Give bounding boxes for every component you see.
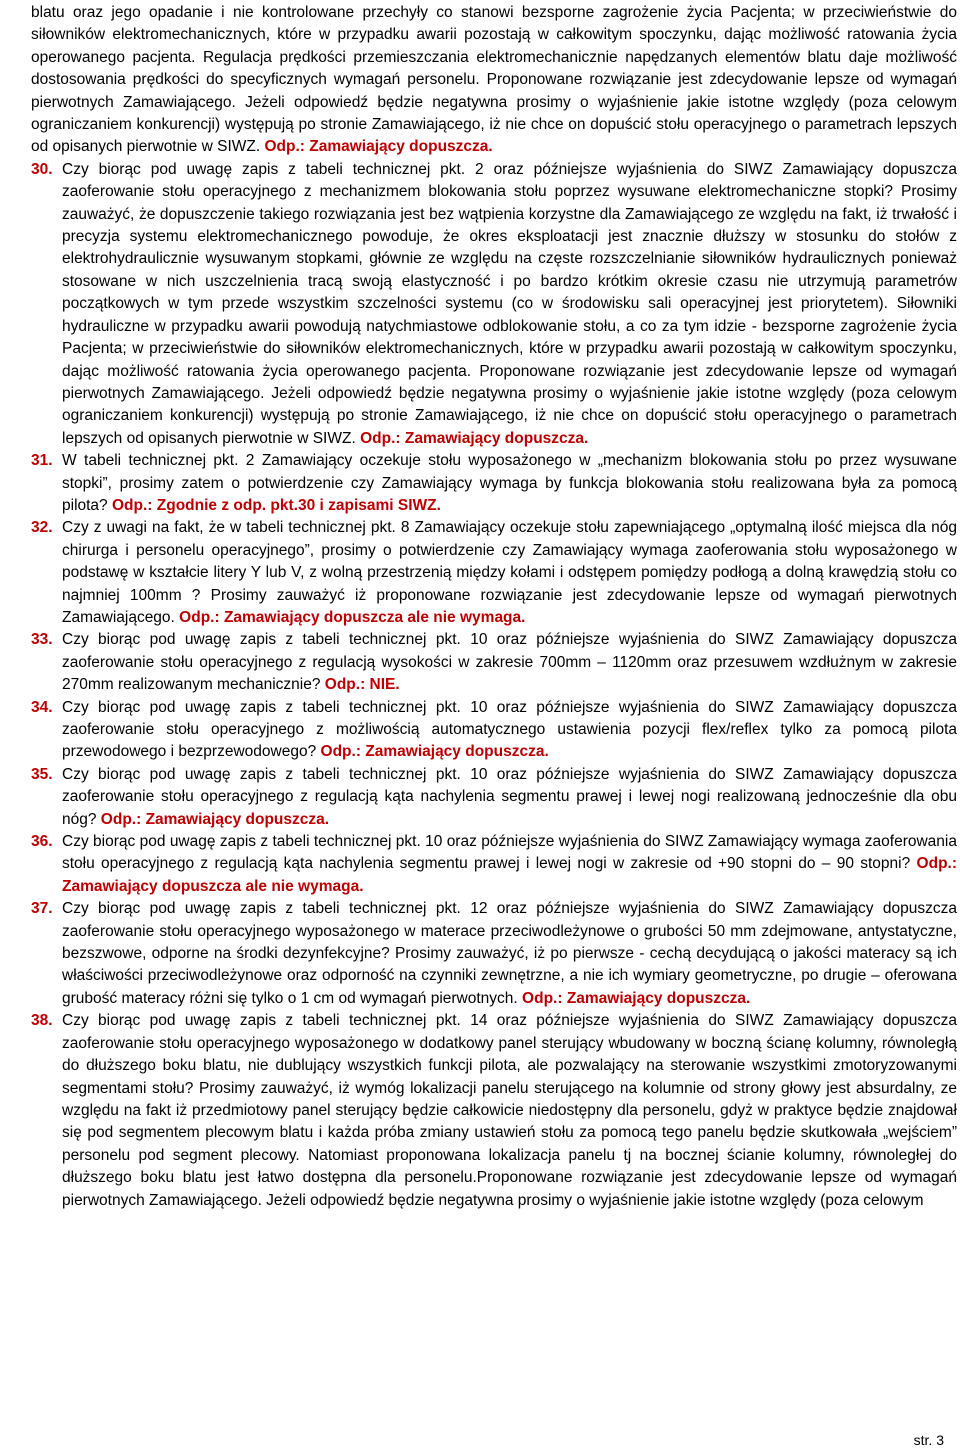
question-list <box>0 159 957 1212</box>
question-text: W tabeli technicznej pkt. 2 Zamawiający oczekuje stołu wyposażonego w „mechanizm blokowania stołu po przez wysuwane stopki”, prosimy zatem o potwierdzenie czy Zamawiający wymaga by funkcja blokowania stołu realizowana była za pomocą pilota? <box>62 452 957 514</box>
question-text: Czy biorąc pod uwagę zapis z tabeli technicznej pkt. 14 oraz późniejsze wyjaśnienia do SIWZ Zamawiający dopuszcza zaoferowanie stołu operacyjnego wyposażonego w dodatkowy panel sterujący wbudowany w boczną ścianę kolumny, równoległą do dłuższego boku blatu, nie dublujący wszystkich funkcji pilota, ale pozwalający na sterowanie wszystkimi zmotoryzowanymi segmentami stołu? Prosimy zauważyć, iż wymóg lokalizacji panelu sterującego na kolumnie od strony głowy jest absurdalny, ze względu na fakt iż przedmiotowy panel sterujący będzie całkowicie niedostępny dla personelu, gdyż w praktyce będzie znajdował się pod segmentem plecowym blatu i każda próba zmiany ustawień stołu za pomocą tego panelu będzie skutkowała „wejściem” personelu pod segment plecowy. Natomiast proponowana lokalizacja panelu tj na bocznej ścianie kolumny, równoległej do dłuższego boku blatu jest łatwo dostępna dla personelu.Proponowane rozwiązanie jest zdecydowanie lepsze od wymagań pierwotnych Zamawiającego. Jeżeli odpowiedź będzie negatywna prosimy o wyjaśnienie jakie istotne względy (poza celowym <box>62 1012 957 1209</box>
question-number: 33. <box>31 631 53 649</box>
question-item <box>31 517 957 629</box>
answer-text: Odp.: NIE. <box>324 676 400 694</box>
answer-text: Odp.: Zgodnie z odp. pkt.30 i zapisami SIWZ. <box>112 496 441 514</box>
answer-text: Odp.: Zamawiający dopuszcza. <box>360 429 589 447</box>
question-number: 32. <box>31 519 53 537</box>
question-number: 34. <box>31 698 53 716</box>
question-number: 31. <box>31 452 53 470</box>
question-text: Czy z uwagi na fakt, że w tabeli technicznej pkt. 8 Zamawiający oczekuje stołu zapewniającego „optymalną ilość miejsca dla nóg chirurga i personelu operacyjnego”, prosimy o potwierdzenie czy Zamawiający wymaga zaoferowania stołu wyposażonego w podstawę w kształcie litery Y lub V, z wolną przestrzenią między kołami i odstępem pomiędzy podłogą a dolną krawędzią stołu co najmniej 100mm ? Prosimy zauważyć iż proponowane rozwiązanie jest zdecydowanie lepsze od wymagań pierwotnych Zamawiającego. <box>62 519 957 626</box>
question-text: Czy biorąc pod uwagę zapis z tabeli technicznej pkt. 10 oraz późniejsze wyjaśnienia do SIWZ Zamawiający dopuszcza zaoferowanie stołu operacyjnego z regulacją wysokości w zakresie 700mm – 1120mm oraz przesuwem wzdłużnym w zakresie 270mm realizowanym mechanicznie? <box>62 631 957 694</box>
question-item <box>31 159 957 450</box>
continuation-paragraph <box>31 2 957 159</box>
question-number: 38. <box>31 1012 53 1030</box>
question-item <box>31 831 957 898</box>
question-number: 35. <box>31 765 53 783</box>
question-text: Czy biorąc pod uwagę zapis z tabeli technicznej pkt. 10 oraz późniejsze wyjaśnienia do SIWZ Zamawiający dopuszcza zaoferowanie stołu operacyjnego z możliwością automatycznego ustawienia pozycji flex/reflex tylko za pomocą pilota przewodowego i bezprzewodowego? <box>62 698 957 761</box>
answer-text: Odp.: Zamawiający dopuszcza. <box>264 138 493 156</box>
answer-text: Odp.: Zamawiający dopuszcza ale nie wymaga. <box>179 608 526 626</box>
question-item <box>31 629 957 696</box>
question-number: 37. <box>31 900 53 918</box>
question-text: Czy biorąc pod uwagę zapis z tabeli technicznej pkt. 10 oraz późniejsze wyjaśnienia do SIWZ Zamawiający wymaga zaoferowania stołu operacyjnego z regulacją kąta nachylenia segmentu prawej i lewej nogi w zakresie od +90 stopni do – 90 stopni? <box>62 833 957 873</box>
continuation-text: blatu oraz jego opadanie i nie kontrolowane przechyły co stanowi bezsporne zagrożenie życia Pacjenta; w przeciwieństwie do siłowników elektromechanicznych, które w przypadku awarii pozostają w całkowitym spoczynku, dając możliwość ratowania życia operowanego pacjenta. Regulacja prędkości przemieszczania elektromechanicznie napędzanych elementów blatu daje możliwość dostosowania prędkości do specyficznych wymagań personelu. Proponowane rozwiązanie jest zdecydowanie lepsze od wymagań pierwotnych Zamawiającego. Jeżeli odpowiedź będzie negatywna prosimy o wyjaśnienie jakie istotne względy (poza celowym ograniczaniem konkurencji) występują po stronie Zamawiającego, iż nie chce on dopuścić stołu operacyjnego o parametrach lepszych od opisanych pierwotnie w SIWZ. <box>31 4 957 156</box>
question-number: 36. <box>31 833 53 851</box>
question-item <box>31 764 957 831</box>
question-text: Czy biorąc pod uwagę zapis z tabeli technicznej pkt. 12 oraz późniejsze wyjaśnienia do SIWZ Zamawiający dopuszcza zaoferowanie stołu operacyjnego wyposażonego w materace przeciwodleżynowe o grubości 50 mm zdejmowane, antystatyczne, bezszwowe, odporne na środki dezynfekcyjne? Prosimy zauważyć, iż po pierwsze - cechą decydującą o jakości materacy są ich właściwości przeciwodleżynowe oraz odporność na czynniki zewnętrzne, a nie ich wymiary geometryczne, po drugie – oferowana grubość materacy różni się tylko o 1 cm od wymagań pierwotnych. <box>62 900 957 1007</box>
question-item <box>31 697 957 764</box>
answer-text: Odp.: Zamawiający dopuszcza. <box>522 989 751 1007</box>
page-number: str. 3 <box>913 1432 944 1448</box>
answer-text: Odp.: Zamawiający dopuszcza. <box>100 810 330 828</box>
question-text: Czy biorąc pod uwagę zapis z tabeli technicznej pkt. 10 oraz późniejsze wyjaśnienia do SIWZ Zamawiający dopuszcza zaoferowanie stołu operacyjnego z regulacją kąta nachylenia segmentu prawej i lewej nogi realizowaną jednocześnie dla obu nóg? <box>62 765 957 828</box>
question-number: 30. <box>31 160 53 178</box>
question-item <box>31 450 957 517</box>
answer-text: Odp.: Zamawiający dopuszcza. <box>320 743 549 761</box>
question-item <box>31 898 957 1010</box>
question-text: Czy biorąc pod uwagę zapis z tabeli technicznej pkt. 2 oraz późniejsze wyjaśnienia do SIWZ Zamawiający dopuszcza zaoferowanie stołu operacyjnego z mechanizmem blokowania stołu poprzez wysuwane elektromechaniczne stopki? Prosimy zauważyć, że dopuszczenie takiego rozwiązania jest bez wątpienia korzystne dla Zamawiającego ze względu na fakt, iż trwałość i precyzja systemu elektromechanicznego powoduje, że okres eksploatacji jest znacznie dłuższy w stosunku do stołów z elektrohydraulicznie wysuwanym stopkami, głównie ze względu na częste rozszczelnianie siłowników hydraulicznych ponieważ stosowane w nich uszczelnienia tracą swoją elastyczność i po bardzo krótkim okresie czasu nie utrzymują parametrów początkowych w tym przede wszystkim szczelności systemu (co w środowisku sali operacyjnej jest priorytetem). Siłowniki hydrauliczne w przypadku awarii powodują natychmiastowe odblokowanie stołu, a co za tym idzie - bezsporne zagrożenie życia Pacjenta; w przeciwieństwie do siłowników elektromechanicznych, które w przypadku awarii pozostają w całkowitym spoczynku, dając możliwość ratowania życia operowanego pacjenta. Proponowane rozwiązanie jest zdecydowanie lepsze od wymagań pierwotnych Zamawiającego. Jeżeli odpowiedź będzie negatywna prosimy o wyjaśnienie jakie istotne względy (poza celowym ograniczaniem konkurencji) występują po stronie Zamawiającego, iż nie chce on dopuścić stołu operacyjnego o parametrach lepszych od opisanych pierwotnie w SIWZ. <box>62 160 957 447</box>
document-page <box>31 2 957 1212</box>
question-item <box>31 1010 957 1212</box>
answer-text: Odp.: Zamawiający dopuszcza ale nie wymaga. <box>62 855 958 895</box>
